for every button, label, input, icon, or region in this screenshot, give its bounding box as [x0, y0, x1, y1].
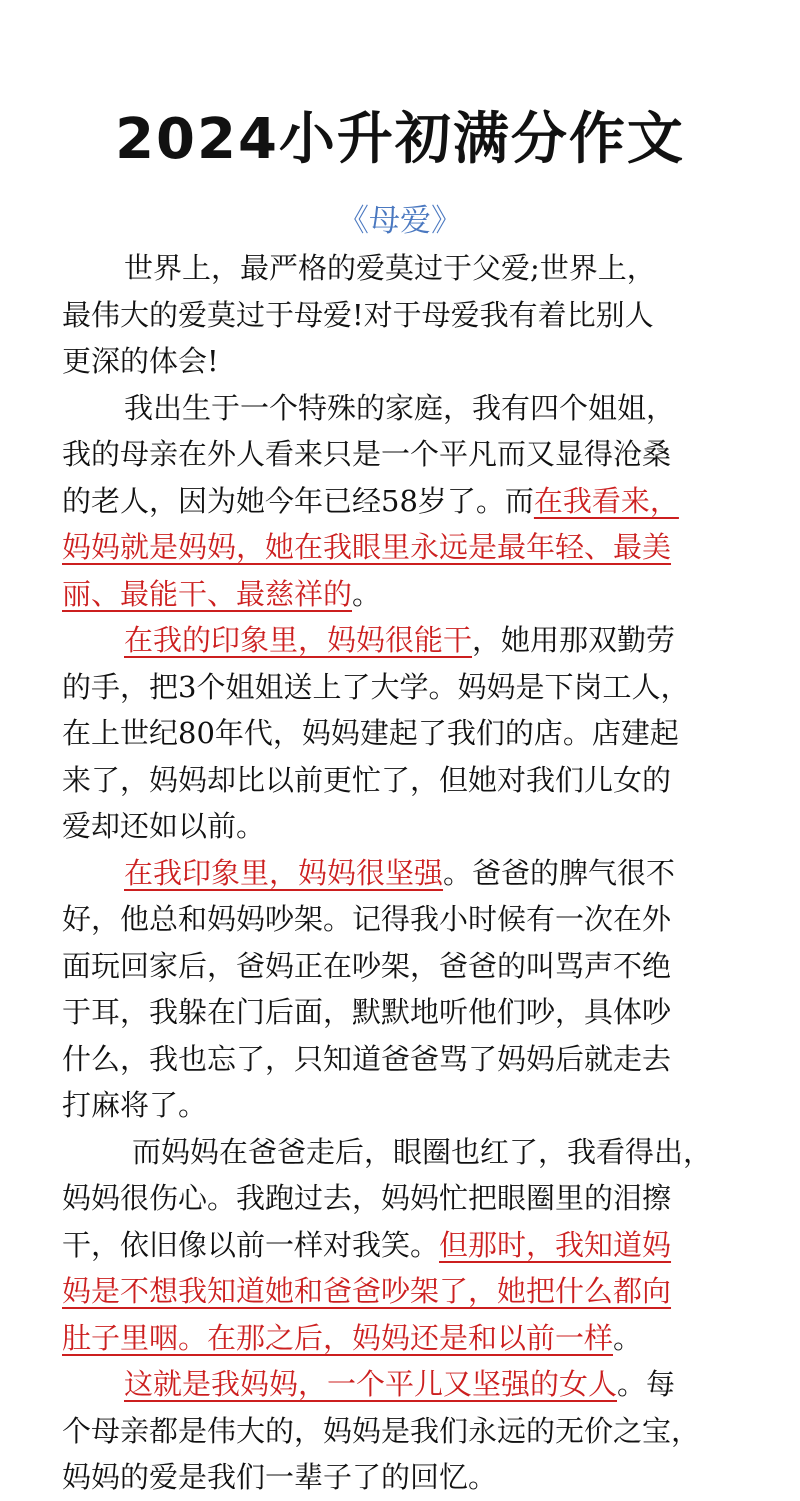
text-line: 肚子里咽。在那之后，妈妈还是和以前一样。	[62, 1320, 643, 1355]
highlighted-text: 妈妈就是妈妈，她在我眼里永远是最年轻、最美	[62, 530, 672, 564]
text-line: 好，他总和妈妈吵架。记得我小时候有一次在外	[62, 902, 672, 936]
text-line: 妈妈很伤心。我跑过去，妈妈忙把眼圈里的泪擦	[62, 1181, 672, 1215]
text-line: 最伟大的爱莫过于母爱!对于母爱我有着比别人	[62, 297, 654, 332]
text-line: 更深的体会!	[62, 344, 219, 378]
text-line: 在我的印象里，妈妈很能干，她用那双勤劳	[124, 623, 676, 657]
text-line: 干，依旧像以前一样对我笑。但那时，我知道妈	[62, 1227, 672, 1262]
text-line: 在上世纪80年代，妈妈建起了我们的店。店建起	[62, 716, 679, 750]
highlighted-text: 这就是我妈妈，一个平儿又坚强的女人	[124, 1367, 618, 1401]
essay-body	[62, 245, 742, 1501]
text-line	[62, 1268, 742, 1315]
text-line: 爱却还如以前。	[62, 809, 266, 843]
text-line: 的手，把3个姐姐送上了大学。妈妈是下岗工人，	[62, 669, 690, 704]
highlighted-text: 在我看来，	[533, 483, 679, 518]
highlighted-text: 丽、最能干、最慈祥的	[62, 576, 353, 611]
text-line: 面玩回家后，爸妈正在吵架，爸爸的叫骂声不绝	[62, 948, 672, 983]
highlighted-text: 在我的印象里，妈妈很能干	[124, 623, 473, 657]
highlighted-text: 肚子里咽。在那之后，妈妈还是和以前一样	[62, 1320, 614, 1355]
highlighted-text: 妈是不想我知道她和爸爸吵架了，她把什么都向	[62, 1274, 672, 1308]
page-title: 2024小升初满分作文	[115, 107, 685, 172]
text-line: 于耳，我躲在门后面，默默地听他们吵，具体吵	[62, 995, 672, 1029]
text-line	[62, 524, 742, 571]
text-line: 我的母亲在外人看来只是一个平凡而又显得沧桑	[62, 437, 672, 471]
highlighted-text: 在我印象里，妈妈很坚强	[124, 855, 444, 890]
text-line: 这就是我妈妈，一个平儿又坚强的女人。每	[124, 1367, 676, 1401]
text-line: 世界上，最严格的爱莫过于父爱;世界上，	[124, 251, 656, 285]
text-line: 打麻将了。	[62, 1088, 208, 1122]
text-line: 妈妈的爱是我们一辈子了的回忆。	[62, 1460, 498, 1494]
highlighted-text: 但那时，我知道妈	[439, 1227, 672, 1262]
text-line: 我出生于一个特殊的家庭，我有四个姐姐，	[124, 390, 676, 425]
text-line: 的老人，因为她今年已经58岁了。而在我看来，	[62, 483, 679, 518]
text-line: 而妈妈在爸爸走后，眼圈也红了，我看得出，	[132, 1134, 713, 1169]
text-line: 在我印象里，妈妈很坚强。爸爸的脾气很不	[124, 855, 676, 890]
text-line: 来了，妈妈却比以前更忙了，但她对我们儿女的	[62, 762, 672, 797]
text-line: 什么，我也忘了，只知道爸爸骂了妈妈后就走去	[62, 1041, 672, 1076]
text-line: 个母亲都是伟大的，妈妈是我们永远的无价之宝，	[62, 1413, 701, 1448]
text-line: 丽、最能干、最慈祥的。	[62, 576, 382, 611]
essay-subtitle: 《母爱》	[338, 203, 462, 239]
